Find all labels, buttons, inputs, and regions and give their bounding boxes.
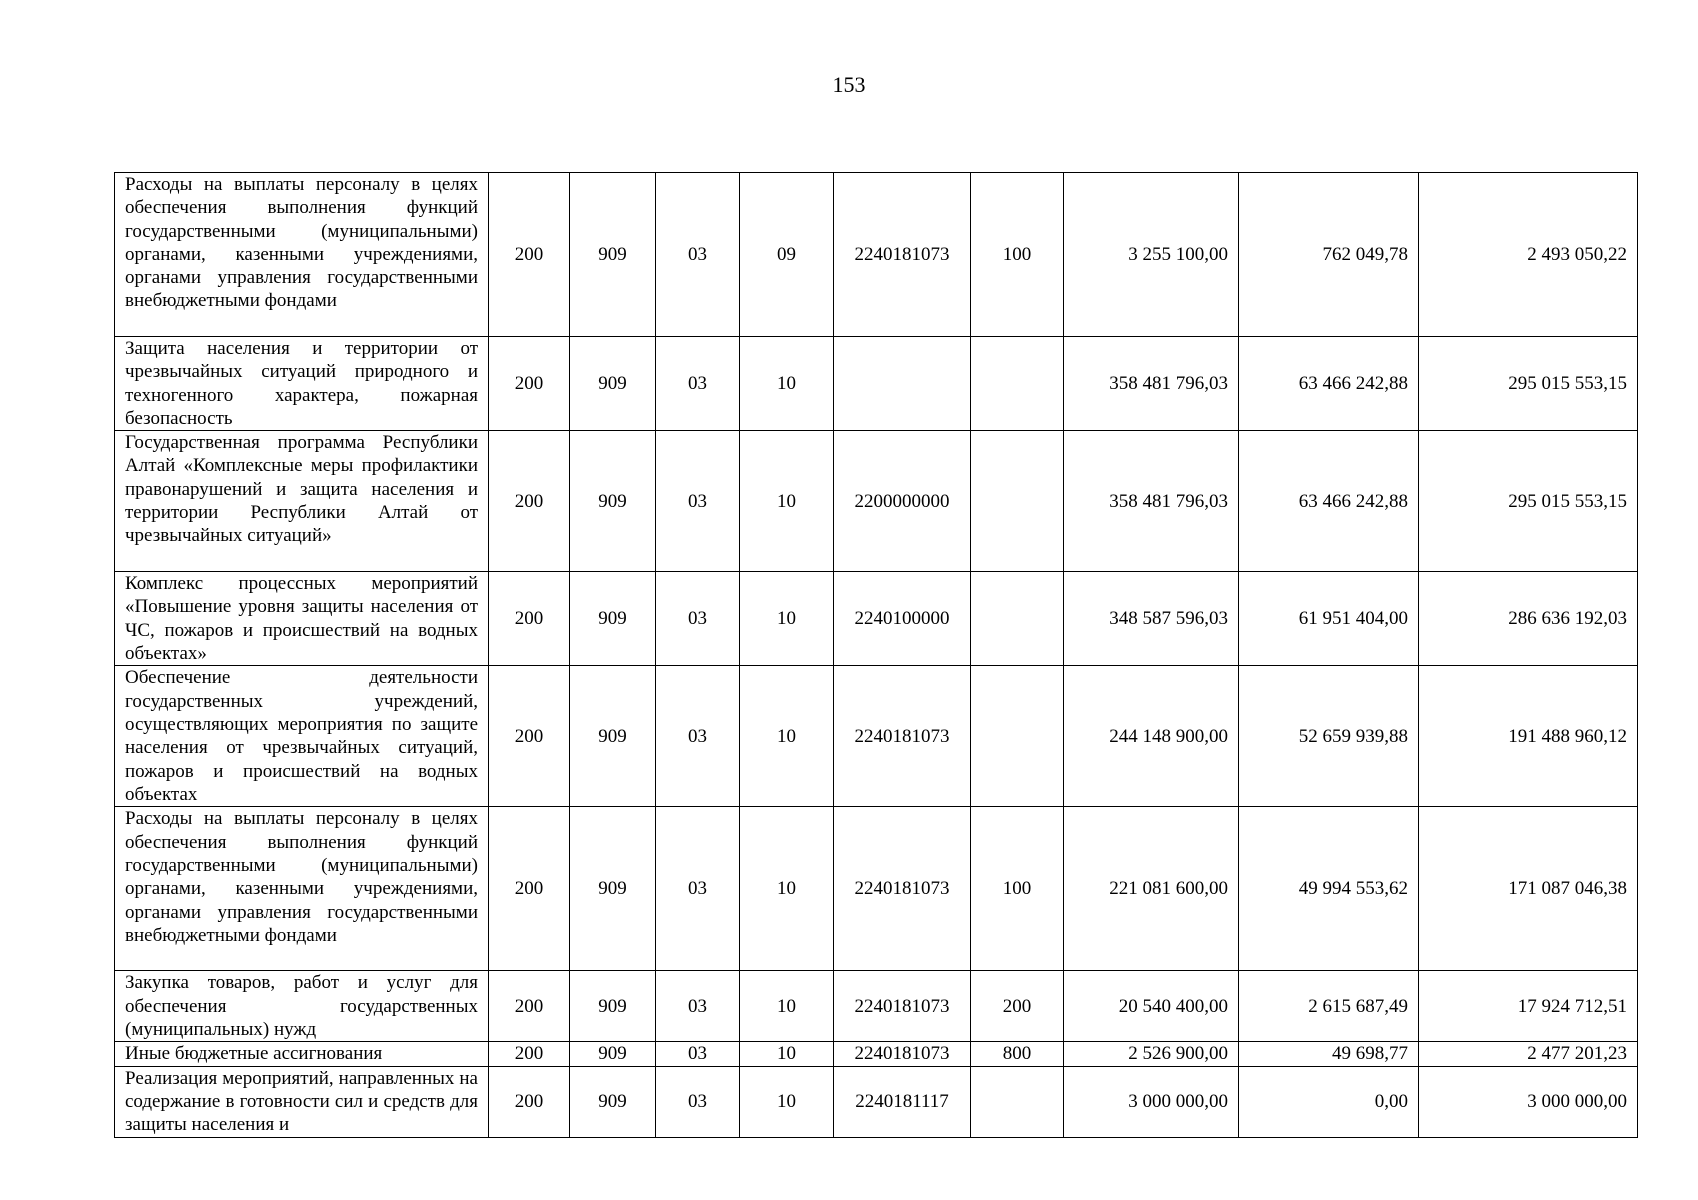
cell-expense-type — [971, 666, 1064, 807]
cell-target-article: 2240181117 — [834, 1066, 971, 1137]
cell-approved: 20 540 400,00 — [1064, 971, 1239, 1042]
cell-expense-type: 200 — [971, 971, 1064, 1042]
cell-subsection: 09 — [740, 173, 834, 337]
cell-remainder: 171 087 046,38 — [1419, 807, 1638, 971]
cell-target-article: 2240100000 — [834, 572, 971, 666]
cell-executed: 49 698,77 — [1239, 1042, 1419, 1066]
cell-executed: 63 466 242,88 — [1239, 337, 1419, 431]
cell-subsection: 10 — [740, 572, 834, 666]
row-name: Расходы на выплаты персоналу в целях обеспечения выполнения функций государственными (муниципальными) органами, казенными учреждениями, органами управления государственными внебюджетными фондами — [115, 173, 489, 337]
cell-executed: 61 951 404,00 — [1239, 572, 1419, 666]
cell-executed: 762 049,78 — [1239, 173, 1419, 337]
cell-section: 03 — [656, 666, 740, 807]
row-name: Расходы на выплаты персоналу в целях обеспечения выполнения функций государственными (муниципальными) органами, казенными учреждениями, органами управления государственными внебюджетными фондами — [115, 807, 489, 971]
cell-expense-type — [971, 572, 1064, 666]
cell-remainder: 286 636 192,03 — [1419, 572, 1638, 666]
table-row — [115, 807, 1638, 971]
row-name: Иные бюджетные ассигнования — [115, 1042, 489, 1066]
row-name: Государственная программа Республики Алтай «Комплексные меры профилактики правонарушений и защита населения и территории Республики Алтай от чрезвычайных ситуаций» — [115, 431, 489, 572]
cell-subsection: 10 — [740, 1042, 834, 1066]
cell-ministry: 909 — [570, 431, 656, 572]
cell-remainder: 17 924 712,51 — [1419, 971, 1638, 1042]
cell-approved: 221 081 600,00 — [1064, 807, 1239, 971]
cell-executed: 63 466 242,88 — [1239, 431, 1419, 572]
cell-target-article: 2240181073 — [834, 807, 971, 971]
table-row — [115, 1066, 1638, 1137]
cell-ministry: 909 — [570, 1066, 656, 1137]
cell-ministry: 909 — [570, 807, 656, 971]
cell-approved: 3 255 100,00 — [1064, 173, 1239, 337]
cell-expense-type — [971, 337, 1064, 431]
cell-subsection: 10 — [740, 1066, 834, 1137]
cell-executed: 0,00 — [1239, 1066, 1419, 1137]
cell-target-article: 2240181073 — [834, 971, 971, 1042]
cell-admin: 200 — [489, 431, 570, 572]
cell-ministry: 909 — [570, 666, 656, 807]
cell-remainder: 191 488 960,12 — [1419, 666, 1638, 807]
cell-approved: 358 481 796,03 — [1064, 431, 1239, 572]
cell-ministry: 909 — [570, 971, 656, 1042]
cell-subsection: 10 — [740, 807, 834, 971]
cell-section: 03 — [656, 1066, 740, 1137]
cell-target-article: 2240181073 — [834, 666, 971, 807]
table-row — [115, 971, 1638, 1042]
cell-section: 03 — [656, 807, 740, 971]
cell-target-article — [834, 337, 971, 431]
table-row — [115, 1042, 1638, 1066]
row-name: Закупка товаров, работ и услуг для обеспечения государственных (муниципальных) нужд — [115, 971, 489, 1042]
cell-admin: 200 — [489, 173, 570, 337]
cell-ministry: 909 — [570, 572, 656, 666]
table-row — [115, 666, 1638, 807]
cell-admin: 200 — [489, 337, 570, 431]
cell-approved: 3 000 000,00 — [1064, 1066, 1239, 1137]
cell-executed: 52 659 939,88 — [1239, 666, 1419, 807]
cell-admin: 200 — [489, 1042, 570, 1066]
table-row — [115, 337, 1638, 431]
cell-remainder: 295 015 553,15 — [1419, 431, 1638, 572]
row-name: Реализация мероприятий, направленных на содержание в готовности сил и средств для защиты населения и — [115, 1066, 489, 1137]
cell-executed: 2 615 687,49 — [1239, 971, 1419, 1042]
cell-target-article: 2240181073 — [834, 173, 971, 337]
cell-expense-type — [971, 431, 1064, 572]
row-name: Комплекс процессных мероприятий «Повышение уровня защиты населения от ЧС, пожаров и происшествий на водных объектах» — [115, 572, 489, 666]
cell-remainder: 2 477 201,23 — [1419, 1042, 1638, 1066]
cell-section: 03 — [656, 173, 740, 337]
cell-remainder: 2 493 050,22 — [1419, 173, 1638, 337]
cell-admin: 200 — [489, 572, 570, 666]
page-number: 153 — [832, 72, 866, 97]
row-name: Обеспечение деятельности государственных учреждений, осуществляющих мероприятия по защите населения от чрезвычайных ситуаций, пожаров и происшествий на водных объектах — [115, 666, 489, 807]
cell-admin: 200 — [489, 807, 570, 971]
cell-ministry: 909 — [570, 337, 656, 431]
table-row — [115, 572, 1638, 666]
row-name: Защита населения и территории от чрезвычайных ситуаций природного и техногенного характера, пожарная безопасность — [115, 337, 489, 431]
cell-ministry: 909 — [570, 1042, 656, 1066]
cell-approved: 358 481 796,03 — [1064, 337, 1239, 431]
cell-expense-type: 100 — [971, 807, 1064, 971]
cell-admin: 200 — [489, 1066, 570, 1137]
cell-section: 03 — [656, 971, 740, 1042]
cell-ministry: 909 — [570, 173, 656, 337]
cell-target-article: 2240181073 — [834, 1042, 971, 1066]
cell-subsection: 10 — [740, 337, 834, 431]
cell-section: 03 — [656, 431, 740, 572]
cell-admin: 200 — [489, 666, 570, 807]
cell-subsection: 10 — [740, 971, 834, 1042]
cell-approved: 244 148 900,00 — [1064, 666, 1239, 807]
cell-expense-type: 100 — [971, 173, 1064, 337]
cell-target-article: 2200000000 — [834, 431, 971, 572]
cell-subsection: 10 — [740, 666, 834, 807]
cell-admin: 200 — [489, 971, 570, 1042]
cell-approved: 348 587 596,03 — [1064, 572, 1239, 666]
cell-expense-type: 800 — [971, 1042, 1064, 1066]
cell-remainder: 295 015 553,15 — [1419, 337, 1638, 431]
cell-section: 03 — [656, 572, 740, 666]
table-row — [115, 173, 1638, 337]
cell-subsection: 10 — [740, 431, 834, 572]
table-row — [115, 431, 1638, 572]
cell-expense-type — [971, 1066, 1064, 1137]
budget-table — [114, 172, 1638, 1138]
cell-section: 03 — [656, 1042, 740, 1066]
cell-section: 03 — [656, 337, 740, 431]
cell-remainder: 3 000 000,00 — [1419, 1066, 1638, 1137]
cell-executed: 49 994 553,62 — [1239, 807, 1419, 971]
cell-approved: 2 526 900,00 — [1064, 1042, 1239, 1066]
